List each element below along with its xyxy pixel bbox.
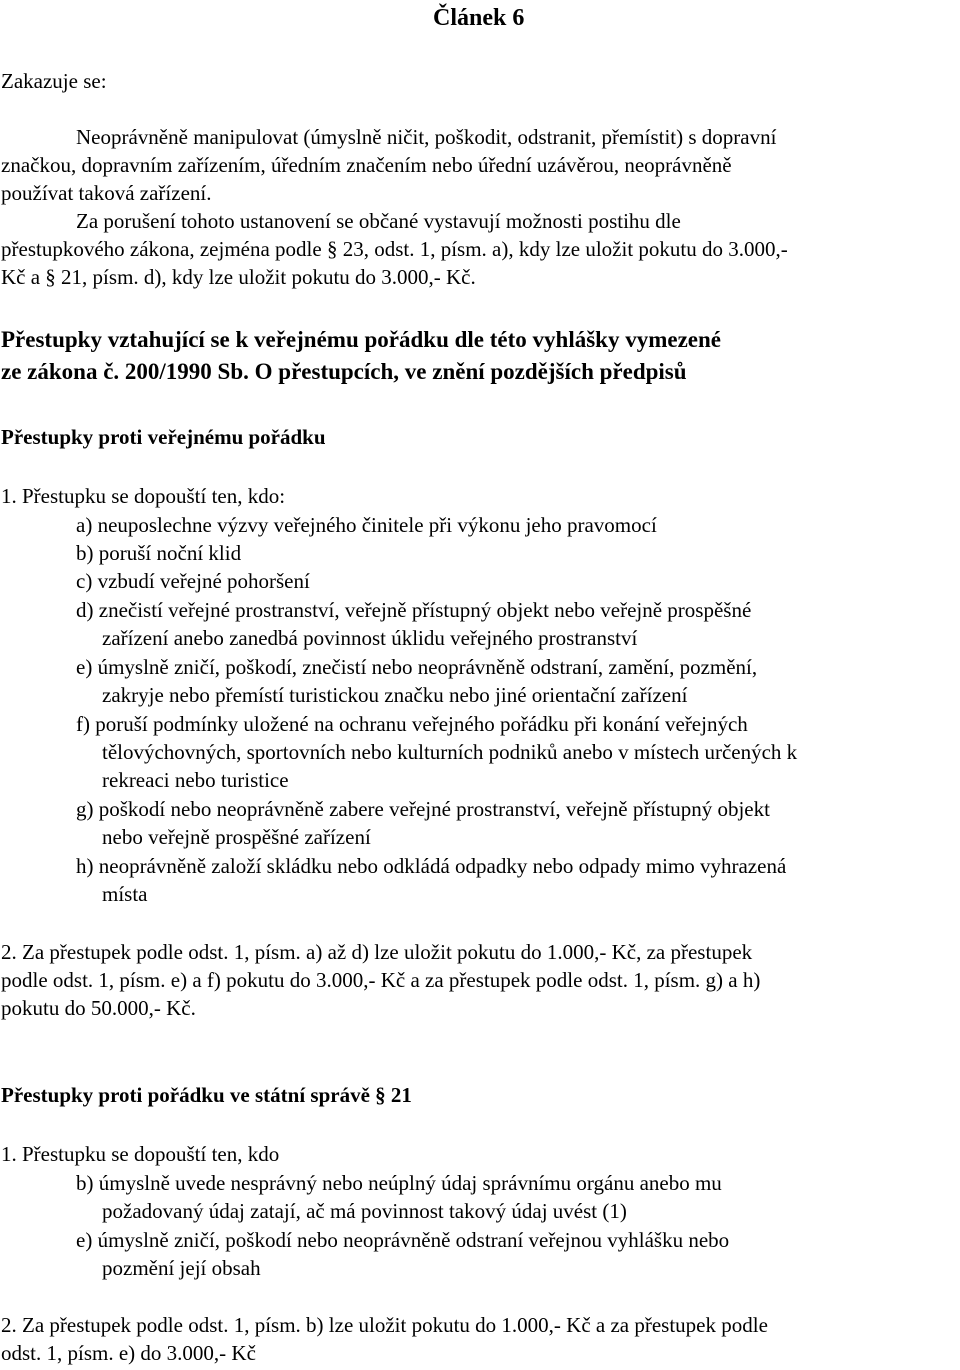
intro-paragraph-line: značkou, dopravním zařízením, úředním značením nebo úřední uzávěrou, neoprávněně (1, 153, 732, 177)
intro-heading: Zakazuje se: (1, 69, 107, 93)
section-intro-heading-line: Přestupky vztahující se k veřejnému pořádku dle této vyhlášky vymezené (1, 327, 721, 352)
public-order-item2-line: 2. Za přestupek podle odst. 1, písm. a) až d) lze uložit pokutu do 1.000,- Kč, za přestupek (1, 940, 753, 964)
public-order-subitem-e: e) úmyslně zničí, poškodí, znečistí nebo neoprávněně odstraní, zamění, pozmění, (76, 655, 758, 679)
article-title: Článek 6 (433, 5, 525, 31)
public-order-subitem-b: b) poruší noční klid (76, 541, 242, 565)
public-order-subitem-g-continued: nebo veřejně prospěšné zařízení (102, 825, 371, 849)
state-admin-subitem-b: b) úmyslně uvede nesprávný nebo neúplný údaj správnímu orgánu anebo mu (76, 1171, 722, 1195)
public-order-item2-line: pokutu do 50.000,- Kč. (1, 996, 196, 1020)
state-admin-subitem-e-continued: pozmění její obsah (102, 1256, 261, 1280)
state-admin-subitem-e: e) úmyslně zničí, poškodí nebo neoprávněně odstraní veřejnou vyhlášku nebo (76, 1228, 730, 1252)
public-order-subitem-f-continued: rekreaci nebo turistice (102, 768, 289, 792)
public-order-subitem-d-continued: zařízení anebo zanedbá povinnost úklidu veřejného prostranství (102, 626, 638, 650)
penalty-paragraph-line: Kč a § 21, písm. d), kdy lze uložit pokutu do 3.000,- Kč. (1, 265, 476, 289)
public-order-subitem-h: h) neoprávněně založí skládku nebo odkládá odpadky nebo odpady mimo vyhrazená (76, 854, 787, 878)
public-order-subitem-g: g) poškodí nebo neoprávněně zabere veřejné prostranství, veřejně přístupný objekt (76, 797, 770, 821)
public-order-subitem-e-continued: zakryje nebo přemístí turistickou značku nebo jiné orientační zařízení (102, 683, 688, 707)
public-order-subitem-c: c) vzbudí veřejné pohoršení (76, 569, 310, 593)
public-order-item1-lead: 1. Přestupku se dopouští ten, kdo: (1, 484, 286, 508)
penalty-paragraph-line: přestupkového zákona, zejména podle § 23, odst. 1, písm. a), kdy lze uložit pokutu do 3.000,- (1, 237, 788, 261)
state-admin-subitem-b-continued: požadovaný údaj zatají, ač má povinnost takový údaj uvést (1) (102, 1199, 627, 1223)
public-order-item2-line: podle odst. 1, písm. e) a f) pokutu do 3.000,- Kč a za přestupek podle odst. 1, písm. g) a h) (1, 968, 761, 992)
section-intro-heading-line: ze zákona č. 200/1990 Sb. O přestupcích, ve znění pozdějších předpisů (1, 359, 687, 384)
public-order-subitem-h-continued: místa (102, 882, 148, 906)
public-order-subitem-f-continued: tělovýchovných, sportovních nebo kulturních podniků anebo v místech určených k (102, 740, 798, 764)
public-order-heading: Přestupky proti veřejnému pořádku (1, 425, 326, 449)
state-admin-heading: Přestupky proti pořádku ve státní správě § 21 (1, 1083, 412, 1107)
state-admin-item2-line: odst. 1, písm. e) do 3.000,- Kč (1, 1341, 256, 1365)
intro-paragraph-line: Neoprávněně manipulovat (úmyslně ničit, poškodit, odstranit, přemístit) s dopravní (76, 125, 777, 149)
public-order-subitem-a: a) neuposlechne výzvy veřejného činitele při výkonu jeho pravomocí (76, 513, 657, 537)
public-order-subitem-f: f) poruší podmínky uložené na ochranu veřejného pořádku při konání veřejných (76, 712, 748, 736)
penalty-paragraph-line: Za porušení tohoto ustanovení se občané vystavují možnosti postihu dle (76, 209, 681, 233)
intro-paragraph-line: používat taková zařízení. (1, 181, 212, 205)
public-order-subitem-d: d) znečistí veřejné prostranství, veřejně přístupný objekt nebo veřejně prospěšné (76, 598, 752, 622)
state-admin-item2-line: 2. Za přestupek podle odst. 1, písm. b) lze uložit pokutu do 1.000,- Kč a za přestupek podle (1, 1313, 768, 1337)
state-admin-item1-lead: 1. Přestupku se dopouští ten, kdo (1, 1142, 280, 1166)
